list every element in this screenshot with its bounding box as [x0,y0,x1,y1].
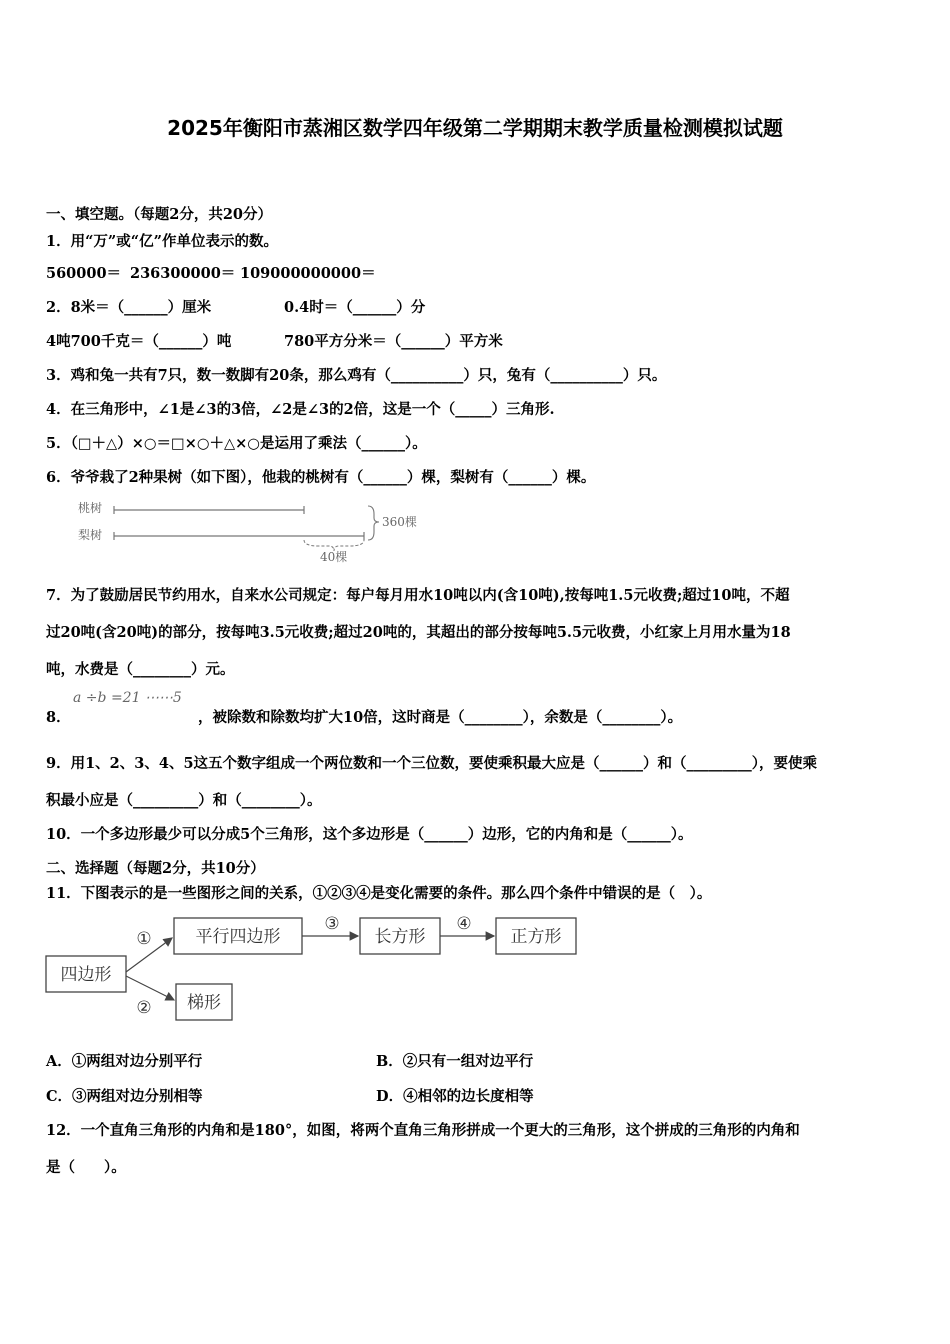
section-heading-fill-in: 一、填空题。（每题2分，共20分） [46,206,273,223]
page-title: 2025年衡阳市蒸湘区数学四年级第二学期期末教学质量检测模拟试题 [167,116,783,140]
question-9-line-1: 9．用1、2、3、4、5这五个数字组成一个两位数和一个三位数，要使乘积最大应是（______）和（_________），要使乘 [46,755,818,772]
q2-item-a: 2．8米＝（______）厘米 [46,299,212,316]
question-11-stem: 11．下图表示的是一些图形之间的关系，①②③④是变化需要的条件。那么四个条件中错误的是（ ）。 [46,885,712,902]
question-1-items [46,262,376,283]
section-heading-choice: 二、选择题（每题2分，共10分） [46,860,265,877]
q1-item-b: 236300000＝ [130,265,236,282]
peach-tree-label: 桃树 [78,501,103,515]
quadrilateral-label: 四边形 [60,965,112,985]
question-2-row-1 [46,296,425,317]
question-7-line-2: 过20吨(含20吨)的部分，按每吨3.5元收费;超过20吨的，其超出的部分按每吨5.5元收费，小红家上月用水量为18 [46,624,791,641]
question-8-formula: a ÷b =21 ⋯⋯5 [73,690,182,706]
option-a[interactable]: A．①两组对边分别平行 [46,1053,203,1070]
question-12-line-2: 是（ ）。 [46,1159,126,1176]
q1-item-a: 560000＝ [46,265,122,282]
condition-2-label: ② [136,998,152,1018]
q2-item-b: 0.4时＝（______）分 [284,299,426,316]
total-label: 360棵 [382,515,417,529]
question-7-line-3: 吨，水费是（________）元。 [46,661,235,678]
pear-tree-label: 梨树 [78,528,103,542]
question-7-line-1: 7．为了鼓励居民节约用水，自来水公司规定：每户每月用水10吨以内(含10吨),按每吨1.5元收费;超过10吨，不超 [46,587,790,604]
question-10: 10．一个多边形最少可以分成5个三角形，这个多边形是（______）边形，它的内角和是（______）。 [46,826,693,843]
tree-segment-diagram [72,494,442,564]
q2-item-c: 4吨700千克＝（______）吨 [46,333,232,350]
question-1-stem: 1．用“万”或“亿”作单位表示的数。 [46,233,278,250]
q2-item-d: 780平方分米＝（______）平方米 [284,333,503,350]
rectangle-label: 长方形 [374,927,426,947]
total-brace [368,506,379,540]
question-3: 3．鸡和兔一共有7只，数一数脚有20条，那么鸡有（__________）只，兔有（__________）只。 [46,367,667,384]
square-label: 正方形 [510,927,562,947]
option-c[interactable]: C．③两组对边分别相等 [46,1088,203,1105]
shape-relationship-diagram [40,910,590,1028]
question-6-stem: 6．爷爷栽了2种果树（如下图），他栽的桃树有（______）棵，梨树有（______）棵。 [46,469,596,486]
option-d[interactable]: D．④相邻的边长度相等 [376,1088,534,1105]
parallelogram-label: 平行四边形 [195,927,281,947]
question-5: 5．（□＋△）×○＝□×○＋△×○是运用了乘法（______）。 [46,435,427,452]
difference-label: 40棵 [320,550,348,564]
trapezoid-label: 梯形 [187,993,221,1013]
option-b[interactable]: B．②只有一组对边平行 [376,1053,534,1070]
arrow-2 [126,976,174,1000]
condition-3-label: ③ [324,914,340,934]
question-9-line-2: 积最小应是（_________）和（________）。 [46,792,322,809]
question-8-text: ，被除数和除数均扩大10倍，这时商是（________），余数是（________）。 [198,709,683,726]
question-4: 4．在三角形中，∠1是∠3的3倍，∠2是∠3的2倍，这是一个（_____）三角形. [46,401,555,418]
condition-4-label: ④ [456,914,472,934]
question-8-number: 8． [46,709,71,726]
question-2-row-2 [46,330,503,351]
q1-item-c: 109000000000＝ [240,265,376,282]
question-12-line-1: 12．一个直角三角形的内角和是180°，如图，将两个直角三角形拼成一个更大的三角形，这个拼成的三角形的内角和 [46,1122,800,1139]
condition-1-label: ① [136,929,152,949]
